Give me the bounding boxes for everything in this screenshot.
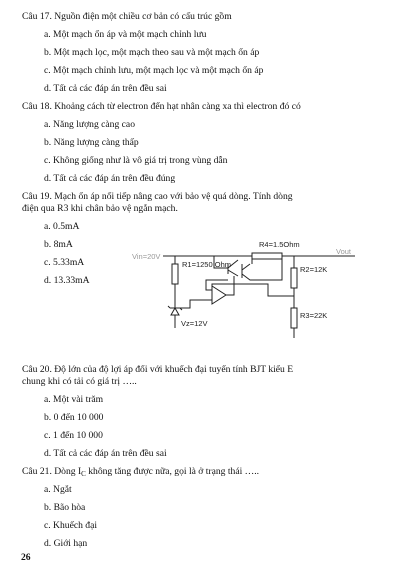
q21-option-b: b. Bão hòa xyxy=(44,502,86,513)
limit-transistor xyxy=(242,264,256,280)
question-20-stem-line2: chung khi có tải có giá trị ….. xyxy=(22,376,137,387)
q20-option-a: a. Một vài trăm xyxy=(44,394,104,405)
q17-option-b: b. Một mạch lọc, một mạch theo sau và một mạch ổn áp xyxy=(44,47,260,58)
vout-label: Vout xyxy=(336,247,352,256)
q21-option-d: d. Giới hạn xyxy=(44,538,88,549)
question-18-stem: Câu 18. Khoảng cách từ electron đến hạt nhân càng xa thì electron đó có xyxy=(22,101,301,112)
r3-resistor xyxy=(291,308,297,328)
q18-option-b: b. Năng lượng càng thấp xyxy=(44,137,139,148)
q17-option-c: c. Một mạch chỉnh lưu, một mạch lọc và một mạch ổn áp xyxy=(44,65,264,76)
r2-resistor xyxy=(291,268,297,288)
opamp-triangle xyxy=(212,286,226,304)
vz-label: Vz=12V xyxy=(181,319,208,328)
q19-option-b: b. 8mA xyxy=(44,239,73,250)
q21-stem-prefix: Câu 21. Dòng I xyxy=(22,466,82,477)
wire-opamp-minus xyxy=(206,280,228,290)
q21-stem-suffix: không tăng được nữa, gọi là ở trạng thái ….. xyxy=(85,466,260,477)
q18-option-a: a. Năng lượng càng cao xyxy=(44,119,135,130)
vin-label: Vin=20V xyxy=(132,252,161,261)
q18-option-c: c. Không giống như là vô giá trị trong vùng dẫn xyxy=(44,155,228,166)
r1-label: R1=1250 Ohm xyxy=(182,260,231,269)
q20-option-b: b. 0 đến 10 000 xyxy=(44,412,104,423)
q21-option-a: a. Ngắt xyxy=(44,484,72,495)
q17-option-a: a. Một mạch ổn áp và một mạch chỉnh lưu xyxy=(44,29,207,40)
wire-limit-to-rail xyxy=(252,256,282,280)
q19-option-a: a. 0.5mA xyxy=(44,221,80,232)
q19-option-d: d. 13.33mA xyxy=(44,275,90,286)
voltage-regulator-circuit xyxy=(130,234,360,346)
q18-option-d: d. Tất cả các đáp án trên đều đúng xyxy=(44,173,176,184)
q20-option-d: d. Tất cả các đáp án trên đều sai xyxy=(44,448,167,459)
question-21-stem xyxy=(22,466,259,480)
q19-option-c: c. 5.33mA xyxy=(44,257,85,268)
question-17-stem: Câu 17. Nguồn điện một chiều cơ bản có cấu trúc gồm xyxy=(22,11,232,22)
page-number: 26 xyxy=(21,552,31,563)
wire-opamp-plus xyxy=(175,300,212,308)
question-19-stem-line1: Câu 19. Mạch ổn áp nối tiếp nâng cao với bảo vệ quá dòng. Tính dòng xyxy=(22,191,293,202)
wire-opamp-out xyxy=(226,276,234,295)
q20-option-c: c. 1 đến 10 000 xyxy=(44,430,103,441)
question-20-stem-line1: Câu 20. Độ lớn của độ lợi áp đối với khuếch đại tuyến tính BJT kiểu E xyxy=(22,364,294,375)
q21-stem-subscript: C xyxy=(81,470,86,478)
r2-label: R2=12K xyxy=(300,265,328,274)
q17-option-d: d. Tất cả các đáp án trên đều sai xyxy=(44,83,167,94)
r1-resistor xyxy=(172,264,178,284)
r4-label: R4=1.5Ohm xyxy=(259,240,300,249)
q21-option-c: c. Khuếch đại xyxy=(44,520,98,531)
zener-diode xyxy=(168,306,182,315)
r3-label: R3=22K xyxy=(300,311,328,320)
r4-resistor xyxy=(252,253,282,259)
question-19-stem-line2: điện qua R3 khi chân bảo vệ ngắn mạch. xyxy=(22,203,178,214)
